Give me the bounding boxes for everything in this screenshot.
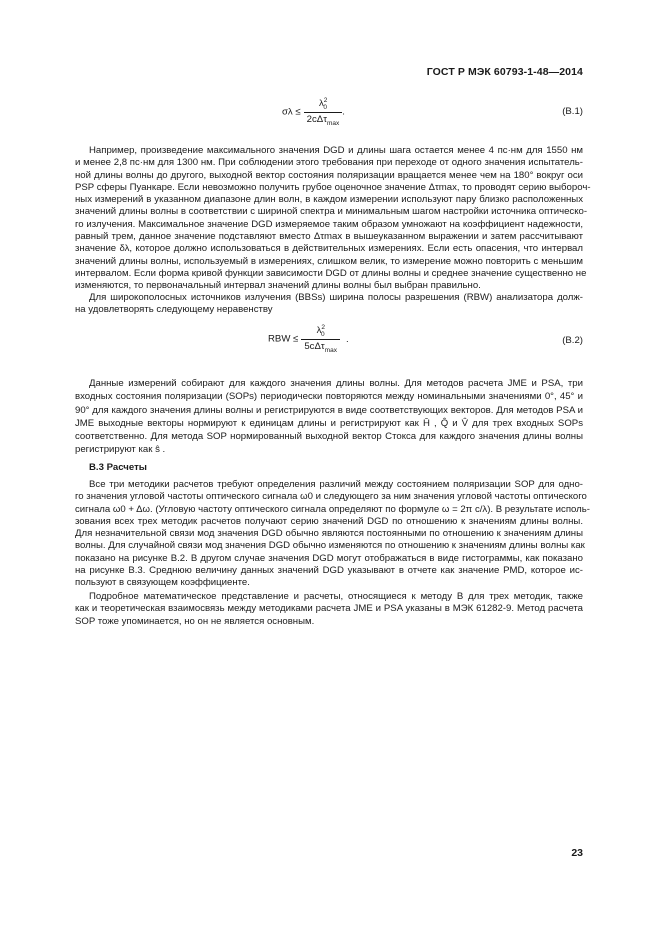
p4-line: Для незначительной связи мод значения DGD обычно являются постоянными по отношению к значениям длины [75, 528, 583, 540]
paragraph-3 [75, 377, 583, 457]
p1-line: значений длины волны, используемый в измерениях, слишком велик, то измерение можно повторить с меньшим [75, 255, 583, 267]
equation-b1-fraction [304, 97, 343, 127]
p1-line: ных измерений в указанном диапазоне длин волн, в каждом измерении используют пару близко расположенных [75, 194, 583, 206]
eq1-den-sub: max [327, 120, 340, 127]
eq2-tail: . [345, 333, 349, 345]
p3-line: Данные измерений собирают для каждого значения длины волны. Для методов расчета JME и PSA, три [89, 378, 583, 389]
p5-line: SOP тоже упоминается, но он не является основным. [75, 615, 315, 627]
eq1-num-sup: 2 [323, 97, 328, 104]
p1-line: равный трем, данное значение подставляют вместо Δτmax в вышеуказанном выражении и затем рассчитывают [75, 231, 583, 243]
paragraph-2 [75, 292, 583, 317]
eq2-num-sub: 0 [321, 331, 325, 339]
eq2-den-sub: max [324, 347, 337, 354]
eq2-num-sup: 2 [321, 324, 326, 331]
p1-line: значений длины волны в соответствии с шириной спектра и минимальным шагом настройки источника оптическо- [75, 206, 588, 218]
p3-line: 90° для каждого значения длины волны и регистрируются в виде соответствующих векторов. Для методов PSA и [75, 404, 583, 416]
eq2-num: λ [316, 325, 322, 337]
equation-b2 [268, 324, 349, 354]
p3-line: JME выходные векторы нормируют к единицам длины и регистрируют как Ĥ , Q̂ и V̂ для трех входных SOPs [75, 417, 583, 429]
page-number: 23 [571, 847, 583, 859]
p3-line: входных состояния поляризации (SOPs) периодически повторяются между номинальными значениями 0°, 45° и [75, 391, 583, 403]
p1-line: Например, произведение максимального значения DGD и длины шага остается менее 4 пс·нм для 1550 нм [89, 145, 583, 156]
p4-line: на рисунке В.3. Среднюю величину данных значений DGD указывают в отчете как значение PMD, которое ис- [75, 565, 583, 577]
p3-line: регистрируют как ŝ . [75, 444, 166, 456]
p1-line: PSP сферы Пуанкаре. Если невозможно получить грубое оценочное значение Δτmax, то проводят серию выбороч- [75, 181, 591, 193]
p4-line: сигнала ω0 + Δω. (Угловую частоту оптического сигнала определяют по формуле ω = 2π c/λ). В результате исполь- [75, 503, 590, 515]
p1-line: интервалом. Если форма кривой функции зависимости DGD от длины волны и среднее значение существенно не [75, 267, 587, 279]
p4-line: показано на рисунке В.2. В другом случае значения DGD могут отображаться в виде гистограммы, как показано [75, 552, 583, 564]
eq1-den: 2cΔτ [306, 114, 327, 126]
eq1-num: λ [318, 98, 324, 110]
p4-line: зования всех трех методик расчетов получают серию значений DGD по отношению к значениям длины волны. [75, 515, 583, 527]
p3-line: соответственно. Для метода SOP нормированный выходной вектор Стокса для каждого значения длины волны [75, 431, 583, 443]
p1-line: го излучения. Максимальное значение DGD измеряемое таким образом умножают на коэффициент надежности, [75, 218, 583, 230]
p5-line: как и теоретическая взаимосвязь между методиками расчета JME и PSA указаны в МЭК 61282-9. Метод расчета [75, 603, 583, 615]
p4-line: Все три методики расчетов требуют определения различий между состоянием поляризации SOP для одно- [89, 479, 583, 490]
paragraph-4 [75, 479, 590, 590]
p2-line: на удовлетворять следующему неравенству [75, 304, 273, 316]
equation-b2-fraction [301, 324, 340, 354]
paragraph-1 [75, 145, 591, 293]
equation-b2-number: (B.2) [562, 335, 583, 346]
p1-line: изменяются, то первоначальный интервал значений длины волны был выбран правильно. [75, 280, 481, 292]
eq1-num-sub: 0 [323, 104, 327, 112]
document-header: ГОСТ Р МЭК 60793-1-48—2014 [426, 66, 583, 78]
equation-b1-number: (B.1) [562, 106, 583, 117]
section-heading: В.3 Расчеты [89, 462, 147, 473]
paragraph-5 [75, 591, 583, 628]
equation-b1 [282, 97, 345, 127]
p1-line: и менее 2,8 пс·нм для 1300 нм. При соблюдении этого требования при переходе от одного значения испытатель- [75, 157, 583, 169]
eq1-tail: . [342, 106, 345, 118]
equation-b1-lhs: σλ ≤ [282, 106, 301, 118]
p1-line: значение δλ, которое должно использоваться в действительных измерениях. Если есть опасения, что интервал [75, 243, 583, 255]
p2-line: Для широкополосных источников излучения (BBSs) ширина полосы разрешения (RBW) анализатора долж- [89, 292, 583, 303]
eq2-den: 5cΔτ [304, 341, 325, 353]
p4-line: го значения угловой частоты оптического сигнала ω0 и следующего за ним значения угловой частоты оптического [75, 491, 587, 503]
equation-b2-lhs: RBW ≤ [268, 333, 299, 345]
p5-line: Подробное математическое представление и расчеты, относящиеся к методу В для трех методик, также [89, 591, 583, 602]
p4-line: пользуют в связующем коэффициенте. [75, 577, 250, 589]
p4-line: волны. Для случайной связи мод значения DGD обычно изменяются по отношению к значениям длины волны как [75, 540, 585, 552]
p1-line: ной длины волны до другого, выходной вектор состояния поляризации вращается менее чем на 180° вокруг оси [75, 169, 583, 181]
